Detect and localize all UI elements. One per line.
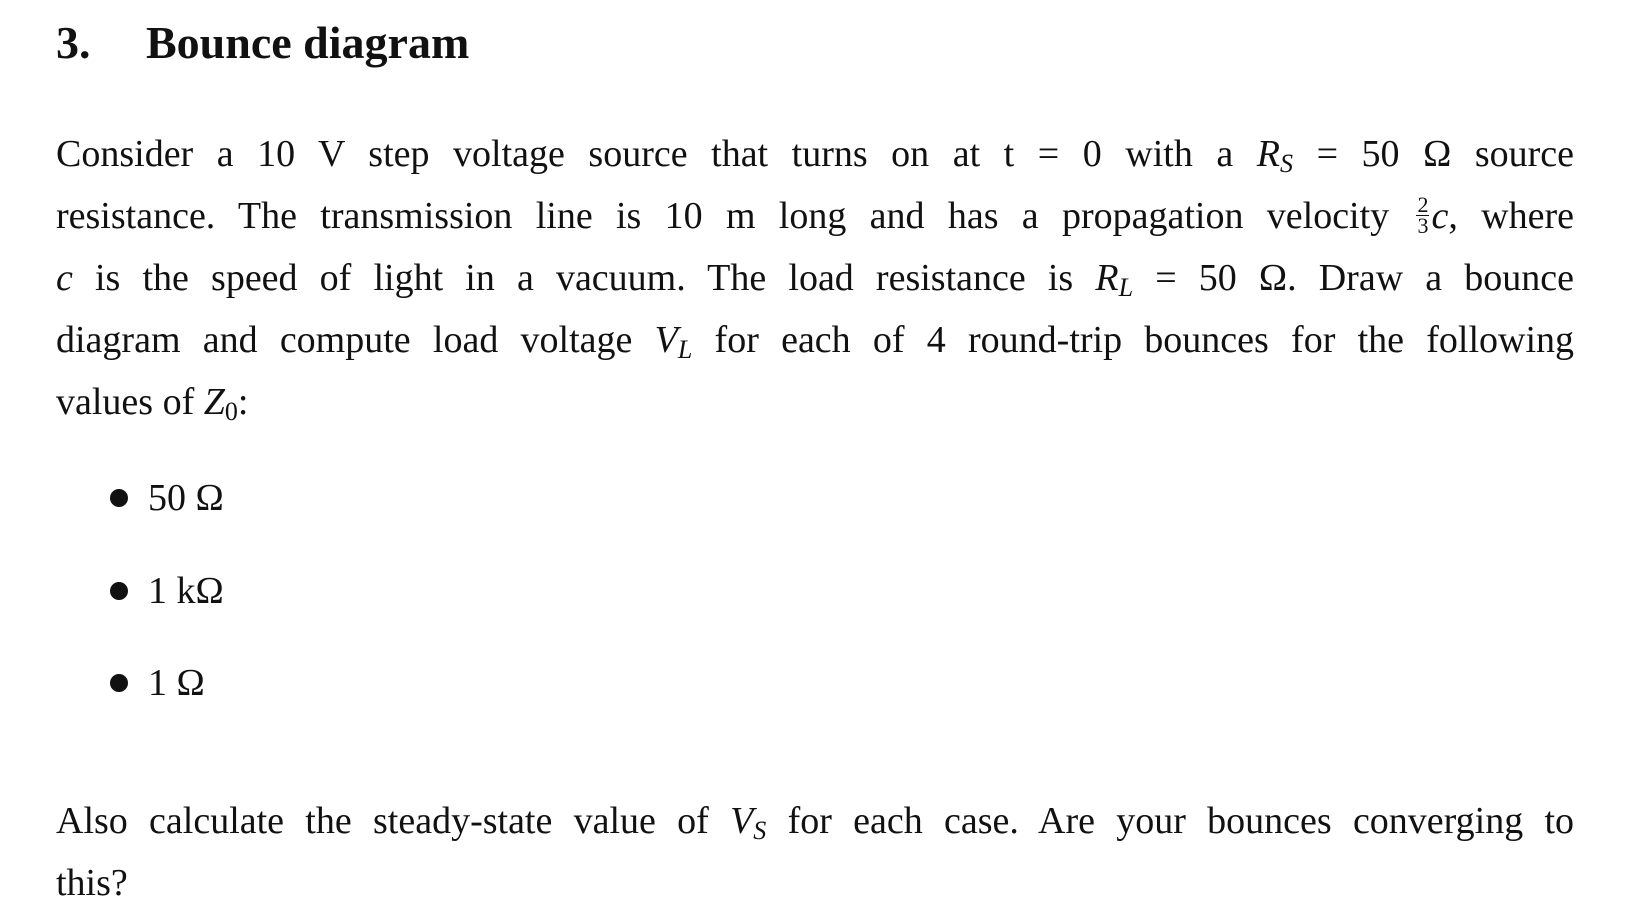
section-title: Bounce diagram — [146, 17, 470, 68]
list-item: 1 Ω — [110, 655, 205, 711]
followup-line-1: Also calculate the steady-state value of $V_S$ for each case. Are your bounces converging to — [56, 800, 1575, 845]
bullet-icon — [110, 489, 128, 507]
source-resistance-symbol: $R_S$ — [1256, 133, 1294, 178]
section-number: 3. — [56, 17, 91, 68]
problem-line-4: diagram and compute load voltage $V_L$ for each of 4 round-trip bounces for the following — [56, 319, 1575, 364]
section-heading — [56, 14, 469, 72]
two-thirds-fraction: $\frac{2}{3}$ — [1417, 191, 1429, 238]
bullet-icon — [110, 582, 128, 600]
load-voltage-symbol: $V_L$ — [654, 319, 693, 364]
characteristic-impedance-symbol: $Z_0$ — [203, 381, 238, 426]
followup-line-2: this? — [56, 862, 128, 904]
problem-statement — [56, 123, 1574, 433]
problem-line-2: resistance. The transmission line is 10 m long and has a propagation velocity $\frac{2}{3}$ c, where — [56, 191, 1574, 238]
list-item: 50 Ω — [110, 470, 224, 526]
list-item: 1 kΩ — [110, 563, 224, 619]
source-voltage-symbol: $V_S$ — [730, 800, 767, 845]
load-resistance-symbol: $R_L$ — [1095, 257, 1134, 302]
problem-line-5: values of $Z_0$: — [56, 381, 249, 426]
followup-question — [56, 790, 1574, 914]
problem-line-1: Consider a 10 V step voltage source that turns on at t = 0 with a $R_S = 50$ Ω source — [56, 133, 1575, 178]
speed-of-light-symbol: c — [1431, 195, 1449, 237]
bullet-icon — [110, 674, 128, 692]
problem-line-3: c is the speed of light in a vacuum. The load resistance is $R_L = 50$ Ω. Draw a bounce — [56, 257, 1575, 302]
